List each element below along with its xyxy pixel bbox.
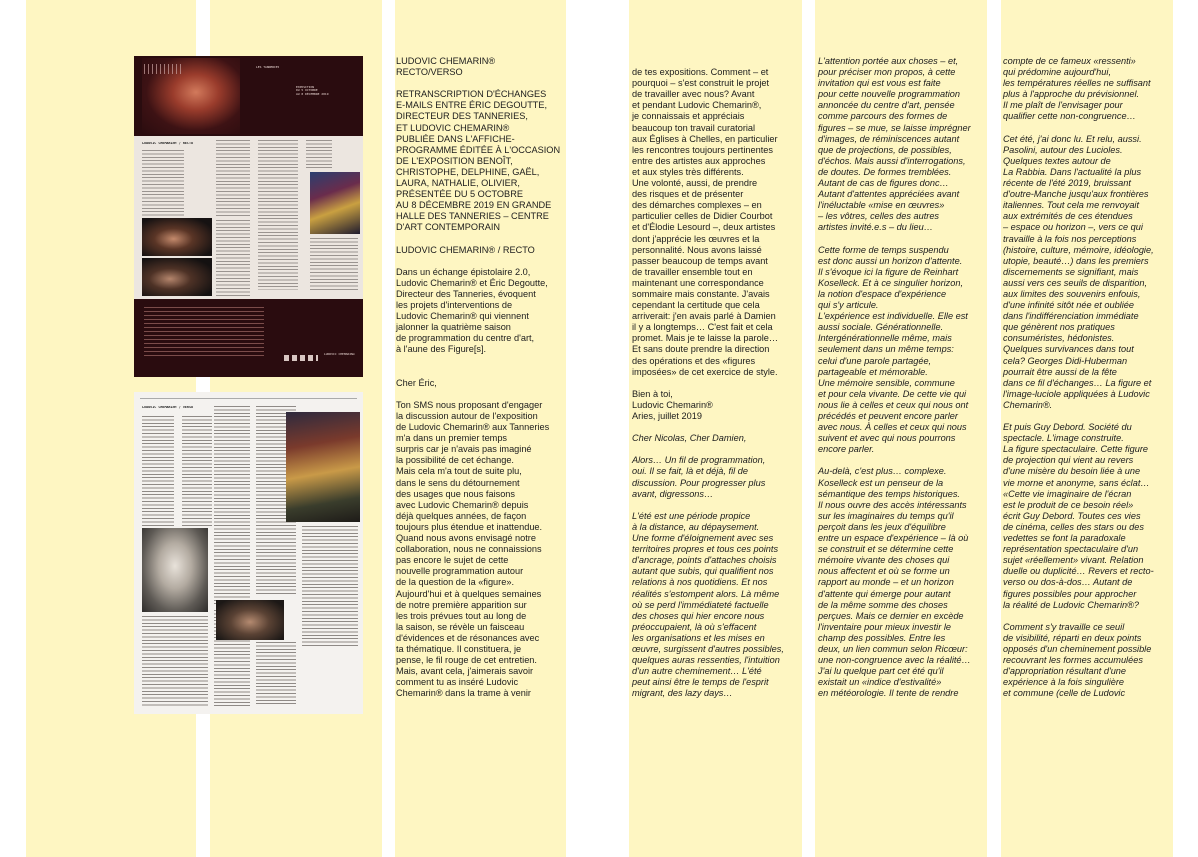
poster-recto-text-block-6 bbox=[310, 238, 358, 290]
poster-recto-barcode bbox=[144, 64, 184, 74]
poster-verso-text-block-2 bbox=[182, 416, 212, 526]
poster-recto-photo-2 bbox=[142, 258, 212, 296]
poster-recto-photo-1 bbox=[142, 218, 212, 256]
poster-recto-footer-note: LUDOVIC CHEMARIN® bbox=[324, 353, 355, 356]
poster-verso-painting bbox=[286, 412, 360, 522]
column-2 bbox=[632, 56, 804, 699]
poster-recto-text-block-3 bbox=[258, 140, 298, 290]
poster-verso-header-rule bbox=[140, 398, 357, 399]
poster-recto-text-block-4 bbox=[306, 140, 332, 170]
poster-verso-thumbnail bbox=[134, 392, 363, 714]
column-4: compte de ce fameux «ressenti» qui prédomine aujourd'hui, les températures réelles ne suffisant plus à l'approche du prévisionnel. Il me plaît de l'envisager pour qualifier cette non-congruence… Cet été, j'ai donc lu. Et relu, aussi. Pasolini, autour des Lucioles. Quelques textes autour de La Rabbia. Dans l'actualité la plus récente de l'été 2019, bruissant d'outre-Manche jusqu'aux frontières italiennes. Tout cela me renvoyait aux extrémités de ces étendues – espace ou horizon –, vers ce qui travaille à la fois nos perceptions (histoire, culture, mémoire, idéologie, utopie, beauté…) dans les premiers discernements se signifiant, mais aussi vers ces seuils de disparition, aux limites des souvenirs enfouis, d'une infinité sitôt née et oubliée dans l'indifférenciation immédiate que génèrent nos pratiques consuméristes, hédonistes. Quelques survivances dans tout cela? Georges Didi-Huberman pourrait être aussi de la fête dans ce fil d'échanges… La figure et l'image-luciole appliquées à Ludovic Chemarin®. Et puis Guy Debord. Société du spectacle. L'image construite. La figure spectaculaire. Cette figure de projection qui vient au revers d'une misère du besoin liée à une vie morne et anonyme, sans éclat… «Cette vie imaginaire de l'écran est le produit de ce besoin réel» écrit Guy Debord. Toutes ces vies de cinéma, celles des stars ou des vedettes se font la paradoxale représentation spectaculaire d'un sujet «réellement» vivant. Relation duelle ou duplicité… Revers et recto- verso ou dos-à-dos… Autant de figures possibles pour approcher la réalité de Ludovic Chemarin®? Comment s'y travaille ce seuil de visibilité, réparti en deux points opposés d'un cheminement possible recouvrant les formes accumulées d'appropriation résultant d'une expérience à la fois singulière et commune (celle de Ludovic bbox=[1003, 56, 1154, 699]
poster-recto-text-block-1 bbox=[142, 150, 184, 216]
poster-recto-bottom-lines bbox=[144, 307, 264, 357]
poster-recto-logos bbox=[284, 355, 318, 361]
poster-recto-bottom bbox=[134, 299, 363, 377]
poster-recto-text-block-2 bbox=[216, 140, 250, 216]
poster-recto-painting bbox=[310, 172, 360, 234]
poster-recto-top bbox=[134, 56, 363, 136]
poster-verso-text-block-1 bbox=[142, 416, 174, 526]
poster-verso-portrait-photo bbox=[216, 600, 284, 640]
column-2-upright-text: de tes expositions. Comment – et pourquoi – s'est construit le projet de travailler avec nous? Avant et pendant Ludovic Chemarin®, je connaissais et appréciais beaucoup ton travail curatorial aux Églises à Chelles, en particulier les rencontres toujours pertinentes entre des artistes aux approches et aux styles très différents. Une volonté, aussi, de prendre des risques et de présenter des démarches complexes – en particulier celles de Didier Courbot et d'Élodie Lesourd –, deux artistes dont j'apprécie les œuvres et la personnalité. Nous avons laissé passer beaucoup de temps avant de travailler ensemble tout en maintenant une correspondance sommaire mais constante. J'avais cependant la certitude que cela arriverait: j'en avais parlé à Damien il y a longtemps… C'est fait et cela promet. Mais je te laisse la parole… Et sans doute prendre la direction des opérations et des «figures imposées» de cet exercice de style. Bien à toi, Ludovic Chemarin® Aries, juillet 2019 bbox=[632, 67, 779, 421]
poster-recto-section-title: LUDOVIC CHEMARIN® / RECTO bbox=[142, 142, 194, 145]
poster-recto-header-left: LES TANNERIES bbox=[256, 66, 280, 69]
poster-verso-section-title: LUDOVIC CHEMARIN® / VERSO bbox=[142, 406, 194, 409]
column-1-intro-and-letter: LUDOVIC CHEMARIN® RECTO/VERSO RETRANSCRIPTION D'ÉCHANGES E-MAILS ENTRE ÉRIC DEGOUTTE, DIRECTEUR DES TANNERIES, ET LUDOVIC CHEMARIN® PUBLIÉE DANS L'AFFICHE- PROGRAMME ÉDITÉE À L'OCCASION DE L'EXPOSITION BENOÎT, CHRISTOPHE, DELPHINE, GAËL, LAURA, NATHALIE, OLIVIER, PRÉSENTÉE DU 5 OCTOBRE AU 8 DÉCEMBRE 2019 EN GRANDE HALLE DES TANNERIES – CENTRE D'ART CONTEMPORAIN LUDOVIC CHEMARIN® / RECTO Dans un échange épistolaire 2.0, Ludovic Chemarin® et Éric Degoutte, Directeur des Tanneries, évoquent les projets d'interventions de Ludovic Chemarin® qui viennent jalonner la quatrième saison de programmation du centre d'art, à l'aune des Figure[s]. Cher Éric, Ton SMS nous proposant d'engager la discussion autour de l'exposition de Ludovic Chemarin® aux Tanneries m'a dans un premier temps surpris car je n'avais pas imaginé la possibilité de cet échange. Mais cela m'a tout de suite plu, dans le sens du détournement des usages que nous faisons avec Ludovic Chemarin® depuis déjà quelques années, de façon toujours plus étendue et inattendue. Quand nous avons envisagé notre collaboration, nous ne connaissions pas encore le sujet de cette nouvelle programmation autour de la question de la «figure». Aujourd'hui et à quelques semaines de notre première apparition sur les trois prévues tout au long de la saison, se révèle un faisceau d'évidences et de résonances avec ta thématique. Il constituera, je pense, le fil rouge de cet entretien. Mais, avant cela, j'aimerais savoir comment tu as inséré Ludovic Chemarin® dans la trame à venir bbox=[396, 56, 561, 699]
column-2-italic-text: Cher Nicolas, Cher Damien, Alors… Un fil de programmation, oui. Il se fait, là et déjà, fil de discussion. Pour progresser plus avant, digressons… L'été est une période propice à la distance, au dépaysement. Une forme d'éloignement avec ses territoires propres et tous ces points d'ancrage, points d'attaches choisis autant que subis, qui qualifient nos relations à nos quotidiens. Et nos réalités s'estompent alors. Là même où se perd l'immédiateté factuelle des choses qui hier encore nous préoccupaient, là où s'effacent les organisations et les mises en œuvre, surgissent d'autres possibles, quelques auras ressenties, l'intuition d'un autre cheminement… L'été peut ainsi être le temps de l'esprit migrant, des lazy days… bbox=[632, 433, 784, 699]
poster-recto-text-block-5 bbox=[216, 220, 250, 296]
poster-recto-thumbnail bbox=[134, 56, 363, 377]
poster-verso-text-block-5 bbox=[142, 616, 208, 706]
poster-verso-text-block-3 bbox=[214, 406, 250, 606]
poster-recto-header-date: EXPOSITION DU 5 OCTOBRE AU 8 DÉCEMBRE 2019 bbox=[296, 86, 329, 96]
column-3: L'attention portée aux choses – et, pour préciser mon propos, à cette invitation qui est vous est faite pour cette nouvelle programmation annoncée du centre d'art, pensée comme parcours des formes de figures – se mue, se laisse imprégner d'images, de réminiscences autant que de projections, de possibles, d'échos. Mais aussi d'interrogations, de doutes. De formes tremblées. Autant de cas de figures donc… Autant d'attentes appréciées avant l'inéluctable «mise en œuvres» – les vôtres, celles des autres artistes invité.e.s – du lieu… Cette forme de temps suspendu est donc aussi un horizon d'attente. Il s'évoque ici la figure de Reinhart Koselleck. Et à ce singulier horizon, la notion d'espace d'expérience qui s'y articule. L'expérience est individuelle. Elle est aussi sociale. Générationnelle. Intergénérationnelle même, mais seulement dans un même temps: celui d'une parole partagée, partageable et mémorable. Une mémoire sensible, commune et pour cela vivante. De cette vie qui nous lie à celles et ceux qui nous ont précédés et peuvent encore parler avec nous. À celles et ceux qui nous suivent et avec qui nous pourrons encore parler. Au-delà, c'est plus… complexe. Koselleck est un penseur de la sémantique des temps historiques. Il nous ouvre des accès intéressants sur les imaginaires du temps qu'il perçoit dans les jeux d'équilibre entre un espace d'expérience – là où se construit et se détermine cette mémoire vivante des choses qui nous affectent et où se forme un rapport au monde – et un horizon d'attente qui émerge pour autant de la même somme des choses perçues. Mais ce dernier en excède l'inventaire pour mieux investir le champ des possibles. Entre les deux, un lien commun selon Ricœur: une non-congruence avec la réalité… J'ai lu quelque part cet été qu'il existait un «indice d'estivalité» en météorologie. Il tente de rendre bbox=[818, 56, 971, 699]
poster-verso-text-block-7 bbox=[256, 642, 296, 706]
poster-verso-child-photo bbox=[142, 528, 208, 612]
poster-verso-text-block-8 bbox=[302, 526, 358, 646]
